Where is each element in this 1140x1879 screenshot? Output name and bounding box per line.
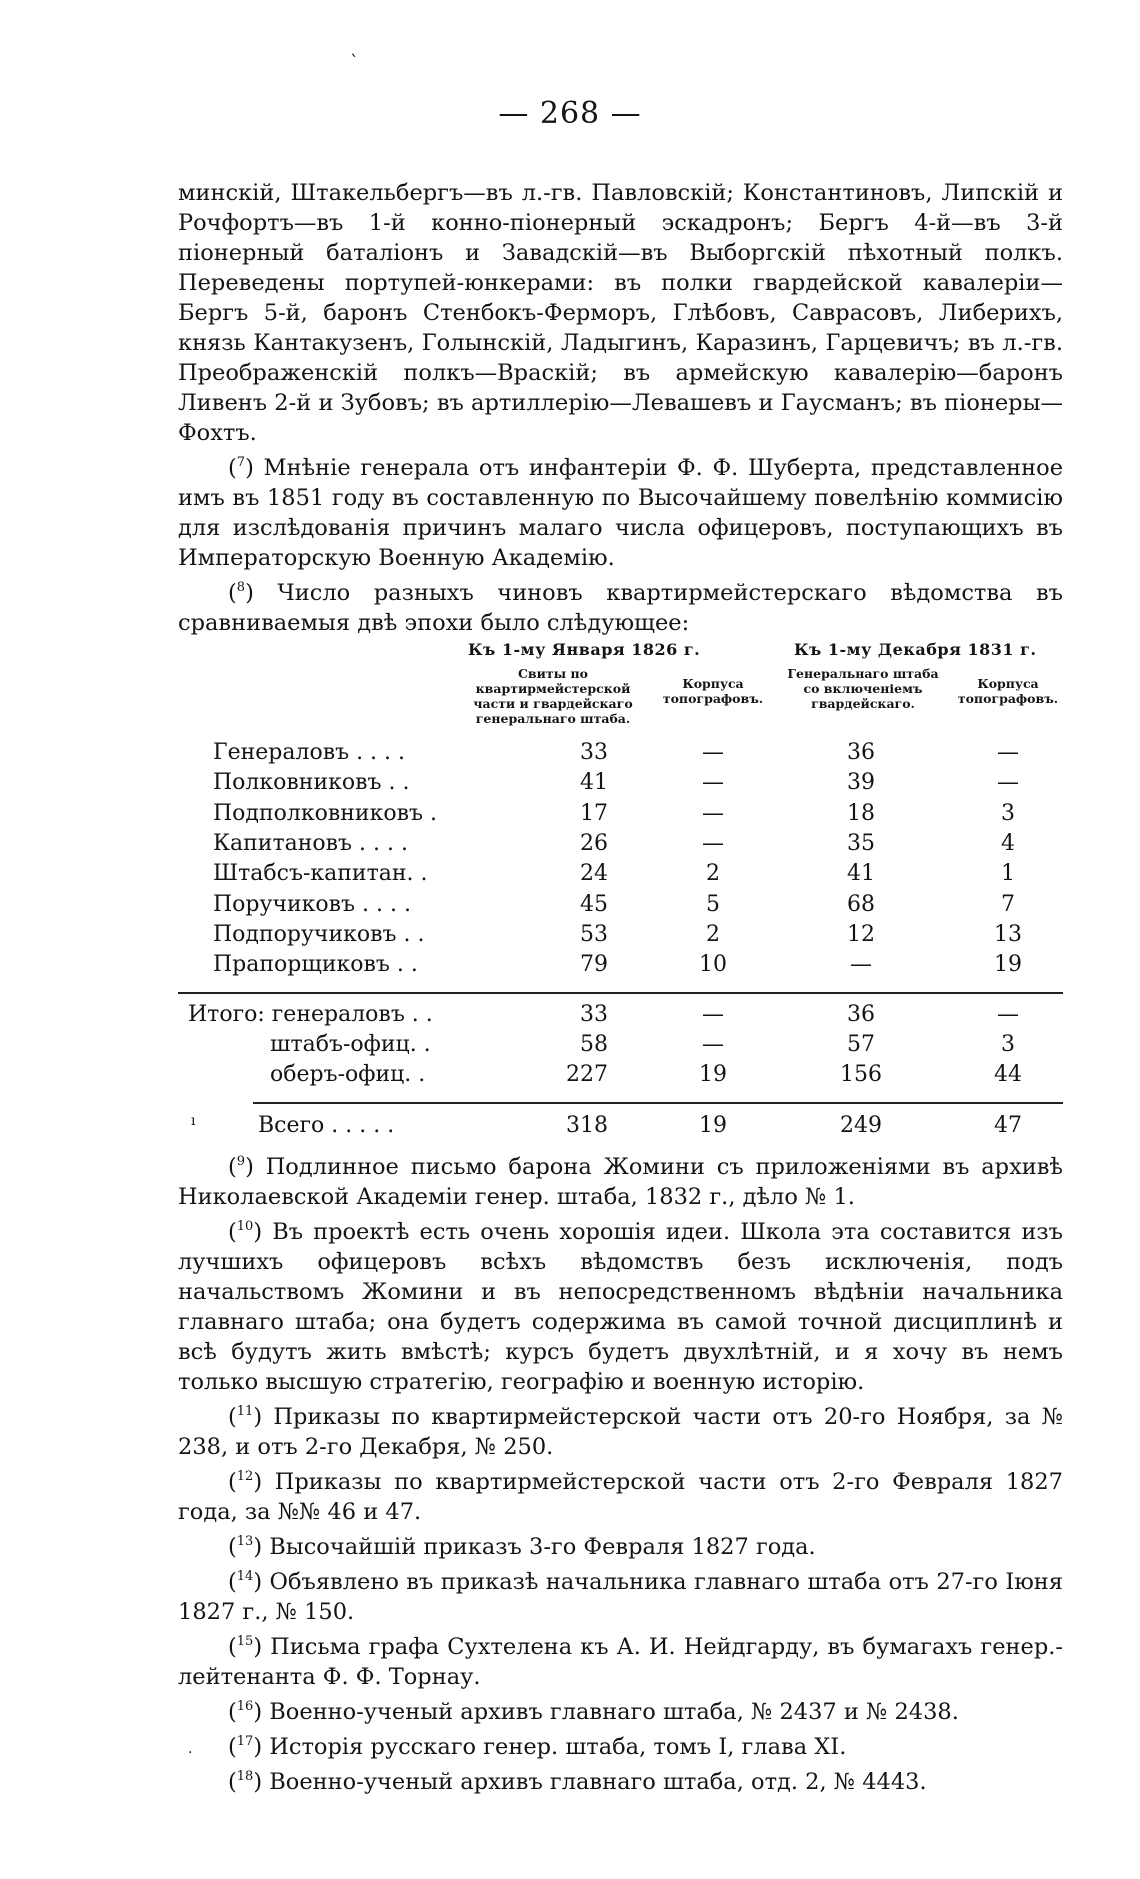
total-rule [253, 1102, 1063, 1104]
cell-topographers-1826: — [702, 1032, 724, 1057]
footnote-number: 11 [236, 1404, 254, 1419]
row-label: штабъ-офиц. . [270, 1032, 431, 1057]
cell-topographers-1831: — [997, 1002, 1019, 1027]
cell-general-staff: 39 [847, 770, 875, 796]
footnote-number: 12 [236, 1469, 254, 1484]
cell-general-staff: 12 [847, 921, 875, 947]
header-1831: Къ 1-му Декабря 1831 г. [794, 640, 1037, 659]
cell-general-staff: 68 [847, 891, 875, 917]
cell-suite: 41 [580, 770, 608, 796]
footnote-number: 9 [236, 1154, 246, 1169]
stray-mark: ˋ [350, 52, 359, 73]
cell-general-staff: 36 [847, 1002, 875, 1027]
row-label: Всего . . . . . [258, 1113, 395, 1138]
cell-topographers-1826: 10 [699, 952, 727, 978]
col-header-topographers-1826: Корпуса топографовъ. [662, 676, 764, 706]
margin-mark: · [188, 1745, 193, 1761]
footnote-number: 10 [236, 1219, 254, 1234]
cell-suite: 318 [566, 1113, 608, 1138]
cell-general-staff: 156 [840, 1062, 882, 1087]
footnote-8: ($^8$) Число разныхъ чиновъ квартирмейстерскаго вѣдомства въ сравниваемыя двѣ эпохи было слѣдующее: [178, 580, 1063, 636]
row-label: Штабсъ-капитан. . [213, 861, 428, 887]
cell-topographers-1826: — [702, 770, 724, 796]
text-column-top [178, 178, 1063, 638]
table-row [178, 1062, 1063, 1092]
cell-suite: 45 [580, 891, 608, 917]
row-label: Прапорщиковъ . . [213, 952, 418, 978]
table-row [178, 740, 1063, 770]
cell-topographers-1826: — [702, 800, 724, 826]
cell-general-staff: — [850, 952, 872, 978]
footnote-9: ($^9$) Подлинное письмо барона Жомини съ приложеніями въ архивѣ Николаевской Академіи генер. штаба, 1832 г., дѣло № 1. [178, 1154, 1064, 1210]
cell-suite: 33 [580, 1002, 608, 1027]
footnote-text: Число разныхъ чиновъ квартирмейстерскаго вѣдомства въ сравниваемыя двѣ эпохи было слѣдующее: [178, 580, 1063, 636]
footnote-text: Подлинное письмо барона Жомини съ приложеніями въ архивѣ Николаевской Академіи генер. штаба, 1832 г., дѣло № 1. [178, 1154, 1064, 1210]
cell-topographers-1826: 19 [699, 1113, 727, 1138]
footnotes [178, 1147, 1063, 1797]
col-header-general-staff: Генеральнаго штаба со включеніемъ гвардейскаго. [787, 666, 939, 711]
footnote-12: ($^{12}$) Приказы по квартирмейстерской части отъ 2-го Февраля 1827 года, за №№ 46 и 47. [178, 1469, 1063, 1525]
cell-suite: 17 [580, 800, 608, 826]
cell-general-staff: 57 [847, 1032, 875, 1057]
footnote-10: ($^{10}$) Въ проектѣ есть очень хорошія идеи. Школа эта составится изъ лучшихъ офицеровъ всѣхъ вѣдомствъ безъ исключенія, подъ начальствомъ Жомини и въ непосредственномъ вѣдѣніи начальника главнаго штаба; она будетъ содержима въ самой точной дисциплинѣ и всѣ будутъ жить вмѣстѣ; курсъ будетъ двухлѣтній, и я хочу въ немъ только высшую стратегію, географію и военную исторію. [178, 1219, 1063, 1395]
cell-topographers-1831: 4 [1001, 830, 1015, 856]
table-row [178, 1113, 1063, 1143]
cell-topographers-1831: — [997, 740, 1019, 765]
cell-suite: 33 [580, 740, 608, 765]
footnote-text: Мнѣніе генерала отъ инфантеріи Ф. Ф. Шуберта, представленное имъ въ 1851 году въ составленную по Высочайшему повелѣнію коммисію для изслѣдованія причинъ малаго числа офицеровъ, поступающихъ въ Императорскую Военную Академію. [178, 455, 1064, 571]
cell-general-staff: 249 [840, 1113, 882, 1138]
footnote-text: Объявлено въ приказѣ начальника главнаго штаба отъ 27-го Іюня 1827 г., № 150. [178, 1569, 1063, 1625]
footnote-13: ($^{13}$) Высочайшій приказъ 3-го Февраля 1827 года. [228, 1534, 816, 1560]
cell-topographers-1831: 3 [1001, 1032, 1015, 1057]
cell-suite: 24 [580, 861, 608, 887]
table-row [178, 922, 1063, 952]
footnote-text: Военно-ученый архивъ главнаго штаба, № 2437 и № 2438. [269, 1699, 959, 1725]
footnote-number: 15 [236, 1634, 254, 1649]
cell-general-staff: 36 [847, 740, 875, 765]
footnote-16: ($^{16}$) Военно-ученый архивъ главнаго штаба, № 2437 и № 2438. [228, 1699, 959, 1725]
table-row [178, 952, 1063, 982]
cell-general-staff: 18 [847, 800, 875, 826]
cell-general-staff: 41 [847, 861, 875, 887]
row-label: Подпоручиковъ . . [213, 921, 425, 947]
row-label: Поручиковъ . . . . [213, 891, 411, 917]
footnote-text: Исторія русскаго генер. штаба, томъ I, глава XI. [269, 1734, 847, 1760]
footnote-17: ($^{17}$) Исторія русскаго генер. штаба, томъ I, глава XI. [228, 1734, 847, 1760]
cell-topographers-1831: — [997, 770, 1019, 796]
table-row [178, 770, 1063, 800]
row-label: Полковниковъ . . [213, 770, 410, 796]
footnote-number: 17 [236, 1734, 254, 1749]
footnote-text: Приказы по квартирмейстерской части отъ 20-го Ноября, за № 238, и отъ 2-го Декабря, № 250. [178, 1404, 1063, 1460]
footnote-text: Высочайшій приказъ 3-го Февраля 1827 года. [269, 1534, 816, 1560]
footnote-text: Письма графа Сухтелена къ А. И. Нейдгарду, въ бумагахъ генер.-лейтенанта Ф. Ф. Торнау. [178, 1634, 1063, 1690]
page-number: — 268 — [498, 96, 642, 131]
footnote-14: ($^{14}$) Объявлено въ приказѣ начальника главнаго штаба отъ 27-го Іюня 1827 г., № 150. [178, 1569, 1063, 1625]
table-row [178, 861, 1063, 891]
footnote-number: 14 [236, 1569, 254, 1584]
footnote-18: ($^{18}$) Военно-ученый архивъ главнаго штаба, отд. 2, № 4443. [228, 1769, 927, 1795]
footnote-number: 13 [236, 1534, 254, 1549]
cell-suite: 58 [580, 1032, 608, 1057]
footnote-number: 7 [236, 455, 246, 470]
footnote-7: ($^7$) Мнѣніе генерала отъ инфантеріи Ф. Ф. Шуберта, представленное имъ въ 1851 году въ составленную по Высочайшему повелѣнію коммисію для изслѣдованія причинъ малаго числа офицеровъ, поступающихъ въ Императорскую Военную Академію. [178, 455, 1064, 571]
cell-topographers-1831: 3 [1001, 800, 1015, 826]
col-header-suite: Свиты по квартирмейстерской части и гвардейскаго генеральнаго штаба. [473, 666, 633, 726]
footnote-15: ($^{15}$) Письма графа Сухтелена къ А. И. Нейдгарду, въ бумагахъ генер.-лейтенанта Ф. Ф. Торнау. [178, 1634, 1063, 1690]
cell-topographers-1831: 19 [994, 952, 1022, 978]
cell-suite: 79 [580, 952, 608, 978]
cell-topographers-1826: 2 [706, 921, 720, 947]
officer-count-table [178, 640, 1063, 1140]
footnote-number: 18 [236, 1769, 254, 1784]
row-label: Генераловъ . . . . [213, 740, 406, 765]
row-label: оберъ-офиц. . [270, 1062, 426, 1087]
footnote-text: Въ проектѣ есть очень хорошія идеи. Школа эта составится изъ лучшихъ офицеровъ всѣхъ вѣдомствъ безъ исключенія, подъ начальствомъ Жомини и въ непосредственномъ вѣдѣніи начальника главнаго штаба; она будетъ содержима въ самой точной дисциплинѣ и всѣ будутъ жить вмѣстѣ; курсъ будетъ двухлѣтній, и я хочу въ немъ только высшую стратегію, географію и военную исторію. [178, 1219, 1063, 1395]
table-row [178, 1002, 1063, 1032]
row-label: Итого: генераловъ . . [188, 1002, 433, 1027]
cell-topographers-1826: 19 [699, 1062, 727, 1087]
cell-suite: 53 [580, 921, 608, 947]
row-label: Капитановъ . . . . [213, 830, 408, 856]
table-row [178, 1032, 1063, 1062]
cell-topographers-1826: — [702, 1002, 724, 1027]
cell-topographers-1826: 5 [706, 891, 720, 917]
cell-general-staff: 35 [847, 830, 875, 856]
footnote-number: 8 [236, 580, 246, 595]
cell-topographers-1831: 13 [994, 921, 1022, 947]
table-row [178, 831, 1063, 861]
margin-mark: ı [191, 1113, 196, 1129]
cell-topographers-1826: 2 [706, 861, 720, 887]
footnote-text: Военно-ученый архивъ главнаго штаба, отд. 2, № 4443. [269, 1769, 927, 1795]
cell-topographers-1831: 1 [1001, 861, 1015, 887]
subtotal-rule [178, 992, 1063, 994]
footnote-11: ($^{11}$) Приказы по квартирмейстерской части отъ 20-го Ноября, за № 238, и отъ 2-го Декабря, № 250. [178, 1404, 1063, 1460]
cell-suite: 26 [580, 830, 608, 856]
text-column-bottom [178, 1147, 1063, 1797]
table-row [178, 801, 1063, 831]
footnote-number: 16 [236, 1699, 254, 1714]
row-label: Подполковниковъ . [213, 800, 437, 826]
table-row [178, 892, 1063, 922]
header-1826: Къ 1-му Января 1826 г. [468, 640, 701, 659]
cell-topographers-1826: — [702, 740, 724, 765]
cell-topographers-1831: 44 [994, 1062, 1022, 1087]
footnote-text: Приказы по квартирмейстерской части отъ 2-го Февраля 1827 года, за №№ 46 и 47. [178, 1469, 1063, 1525]
cell-topographers-1831: 7 [1001, 891, 1015, 917]
col-header-topographers-1831: Корпуса топографовъ. [957, 676, 1059, 706]
cell-topographers-1826: — [702, 830, 724, 856]
continuation-paragraph: минскій, Штакельбергъ—въ л.-гв. Павловскій; Константиновъ, Липскій и Рочфортъ—въ 1-й конно-піонерный эскадронъ; Бергъ 4-й—въ 3-й піонерный баталіонъ и Завадскій—въ Выборгскій пѣхотный полкъ. Переведены портупей-юнкерами: въ полки гвардейской кавалеріи—Бергъ 5-й, баронъ Стенбокъ-Ферморъ, Глѣбовъ, Савpасовъ, Либерихъ, князь Кантакузенъ, Голынскій, Ладыгинъ, Каразинъ, Гарцевичъ; въ л.-гв. Преображенскій полкъ—Враскій; въ армейскую кавалерію—баронъ Ливенъ 2-й и Зубовъ; въ артиллерію—Левашевъ и Гаусманъ; въ піонеры—Фохтъ. [178, 180, 1063, 446]
cell-topographers-1831: 47 [994, 1113, 1022, 1138]
cell-suite: 227 [566, 1062, 608, 1087]
